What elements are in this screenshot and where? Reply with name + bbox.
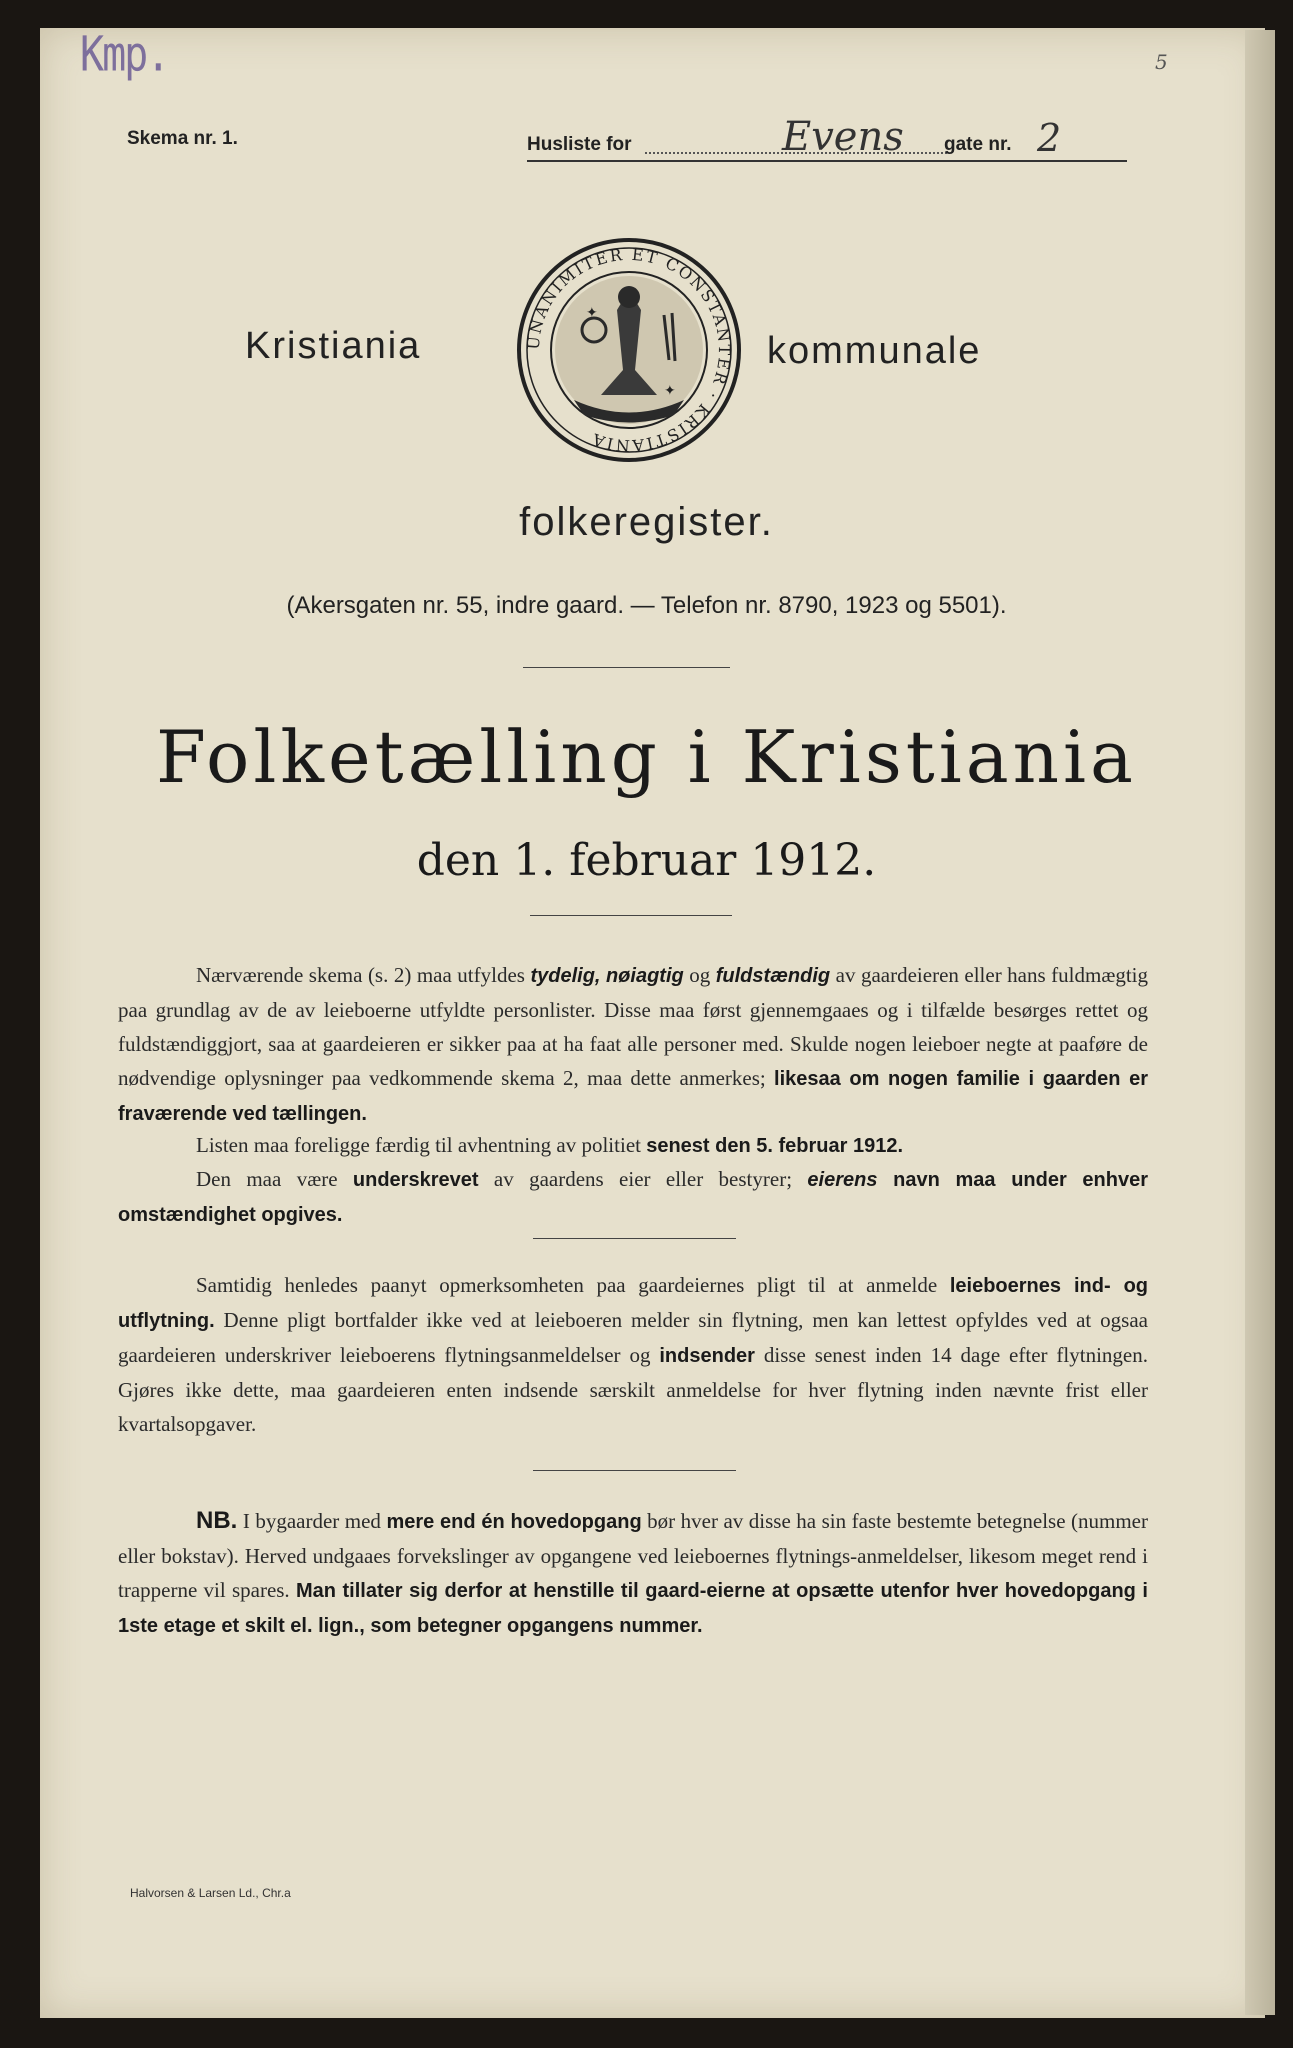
husliste-label: Husliste for xyxy=(527,134,632,155)
page-edge xyxy=(1245,30,1275,2015)
heading-left: Kristiania xyxy=(245,325,422,367)
paragraph-deadline: Listen maa foreligge færdig til avhentning av politiet senest den 5. februar 1912. xyxy=(196,1133,904,1157)
house-number: 2 xyxy=(1037,116,1062,160)
kmp-stamp: Kmp. xyxy=(80,27,169,83)
husliste-line xyxy=(527,112,1127,162)
divider xyxy=(533,1470,736,1471)
paragraph-moving: Samtidig henledes paanyt opmerksomheten paa gaardeiernes pligt til at anmelde leieboernes ind- og utflytning. Denne pligt bortfalder ikke ved at leieboeren melder sin flytning, men kan lettest opfyldes ved at ogsaa gaardeieren underskriver leieboerens flytningsanmeldelser og indsender disse senest inden 14 dage efter flytningen. Gjøres ikke dette, maa gaardeieren enten indsende særskilt anmeldelse for hver flytning inden nævnte frist eller kvartalsopgaver. xyxy=(118,1273,1148,1436)
folkeregister-heading: folkeregister. xyxy=(519,500,774,544)
svg-text:UNANIMITER ET CONSTANTER · KRI: UNANIMITER ET CONSTANTER · KRISTIANIA xyxy=(523,244,735,456)
divider xyxy=(530,915,732,916)
city-seal-icon xyxy=(514,235,744,465)
svg-text:✦: ✦ xyxy=(586,305,598,321)
skema-label: Skema nr. 1. xyxy=(127,128,238,149)
street-name: Evens xyxy=(782,114,904,160)
paragraph-instructions: Nærværende skema (s. 2) maa utfyldes tydelig, nøiagtig og fuldstændig av gaardeieren eller hans fuldmægtig paa grundlag av de av leieboerne utfyldte personlister. Disse maa først gjennemgaaes og i tilfælde besørges rettet og fuldstændiggjort, saa at gaardeieren er sikker paa at ha faat alle personer med. Skulde nogen leieboer negte at paaføre de nødvendige oplysninger paa vedkommende skema 2, maa dette anmerkes; likesaa om nogen familie i gaarden er fraværende ved tællingen. xyxy=(118,963,1148,1125)
svg-text:✦: ✦ xyxy=(664,383,676,399)
census-date: den 1. februar 1912. xyxy=(416,835,877,886)
gate-label: gate nr. xyxy=(944,134,1012,155)
divider xyxy=(533,1238,736,1239)
paragraph-signature: Den maa være underskrevet av gaardens eier eller bestyrer; eierens navn maa under enhver omstændighet opgives. xyxy=(118,1167,1149,1226)
paragraph-nb: NB. I bygaarder med mere end én hovedopgang bør hver av disse ha sin faste bestemte betegnelse (nummer eller bokstav). Herved undgaaes forvekslinger av opgangene ved leieboernes flytnings-anmeldelser, likesom meget rend i trapperne vil spares. Man tillater sig derfor at henstille til gaard-eierne at opsætte utenfor hver hovedopgang i 1ste etage et skilt el. lign., som betegner opgangens nummer. xyxy=(118,1507,1148,1637)
office-address: (Akersgaten nr. 55, indre gaard. — Telefon nr. 8790, 1923 og 5501). xyxy=(286,592,1007,619)
document-title: Folketælling i Kristiania xyxy=(156,715,1137,799)
page-number: 5 xyxy=(1155,50,1168,74)
heading-right: kommunale xyxy=(767,330,982,372)
divider xyxy=(523,667,730,668)
printer-imprint: Halvorsen & Larsen Ld., Chr.a xyxy=(130,1886,291,1900)
